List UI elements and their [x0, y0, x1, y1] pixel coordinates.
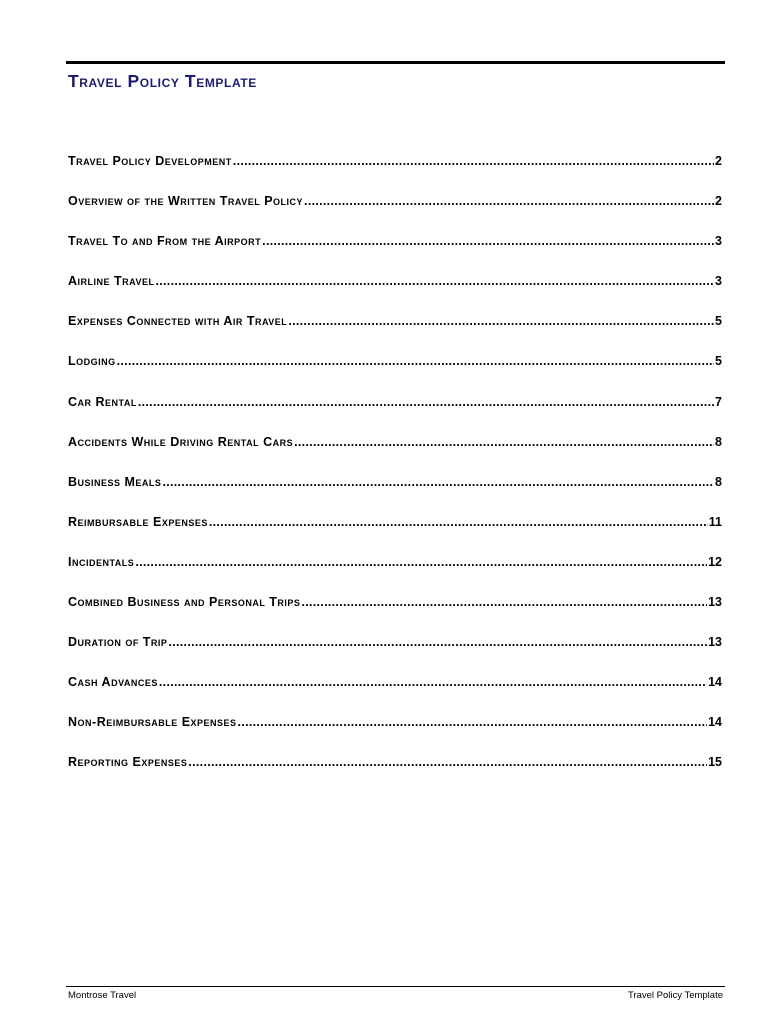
toc-entry[interactable]	[68, 634, 722, 674]
toc-dot-leader	[159, 674, 707, 690]
toc-entry[interactable]	[68, 714, 722, 754]
toc-entry[interactable]	[68, 273, 722, 313]
toc-dot-leader	[288, 313, 714, 329]
toc-page-number: 14	[708, 715, 722, 730]
toc-entry-title: Cash Advances	[68, 675, 158, 690]
toc-entry[interactable]	[68, 394, 722, 434]
toc-entry-title: Travel Policy Development	[68, 154, 232, 168]
toc-page-number: 3	[715, 274, 722, 289]
toc-entry[interactable]	[68, 193, 722, 233]
toc-page-number: 14	[708, 675, 722, 690]
footer-company-name: Montrose Travel	[68, 990, 137, 1001]
toc-entry-title: Car Rental	[68, 394, 137, 409]
footer-rule	[66, 986, 725, 987]
toc-dot-leader	[304, 193, 714, 209]
toc-page-number: 11	[708, 514, 722, 529]
footer-document-name: Travel Policy Template	[627, 990, 723, 1001]
toc-dot-leader	[294, 434, 714, 450]
toc-entry-title: Expenses Connected with Air Travel	[68, 314, 288, 329]
toc-entry-title: Business Meals	[68, 474, 162, 489]
toc-entry-title: Duration of Trip	[68, 635, 168, 650]
toc-dot-leader	[138, 394, 714, 410]
toc-entry-title: Accidents While Driving Rental Cars	[68, 434, 294, 449]
toc-dot-leader	[162, 474, 714, 490]
toc-dot-leader	[262, 233, 714, 249]
toc-page-number: 3	[715, 234, 722, 249]
toc-entry-title: Non-Reimbursable Expenses	[68, 715, 237, 730]
toc-dot-leader	[301, 594, 707, 610]
toc-entry[interactable]	[68, 353, 722, 393]
toc-dot-leader	[188, 754, 707, 770]
toc-entry[interactable]	[68, 313, 722, 353]
toc-dot-leader	[155, 273, 714, 289]
toc-page-number: 15	[708, 755, 722, 770]
header-rule	[66, 61, 725, 64]
toc-entry[interactable]	[68, 754, 722, 794]
toc-page-number: 5	[715, 354, 722, 369]
toc-page-number: 8	[715, 474, 722, 489]
toc-entry[interactable]	[68, 594, 722, 634]
table-of-contents	[68, 153, 722, 795]
toc-entry-title: Reporting Expenses	[68, 755, 188, 770]
toc-entry[interactable]	[68, 514, 722, 554]
toc-entry-title: Travel To and From the Airport	[68, 234, 262, 249]
toc-entry[interactable]	[68, 674, 722, 714]
toc-entry-title: Airline Travel	[68, 274, 155, 289]
toc-page-number: 8	[715, 434, 722, 449]
toc-entry[interactable]	[68, 554, 722, 594]
toc-entry[interactable]	[68, 153, 722, 193]
toc-dot-leader	[135, 554, 707, 570]
toc-entry-title: Lodging	[68, 354, 116, 369]
toc-page-number: 12	[708, 554, 722, 569]
toc-entry-title: Reimbursable Expenses	[68, 514, 208, 529]
toc-entry[interactable]	[68, 434, 722, 474]
toc-page-number: 2	[715, 194, 722, 209]
toc-page-number: 13	[708, 595, 722, 610]
toc-dot-leader	[168, 634, 707, 650]
toc-dot-leader	[238, 714, 708, 730]
toc-page-number: 13	[708, 635, 722, 650]
toc-page-number: 5	[715, 314, 722, 329]
document-title: Travel Policy Template	[68, 71, 257, 91]
toc-dot-leader	[209, 514, 708, 530]
toc-dot-leader	[233, 153, 714, 169]
toc-entry[interactable]	[68, 233, 722, 273]
toc-page-number: 2	[715, 154, 722, 168]
toc-entry-title: Combined Business and Personal Trips	[68, 595, 301, 610]
toc-entry-title: Incidentals	[68, 554, 135, 569]
toc-entry[interactable]	[68, 474, 722, 514]
toc-entry-title: Overview of the Written Travel Policy	[68, 194, 304, 209]
toc-dot-leader	[117, 353, 714, 369]
toc-page-number: 7	[715, 394, 722, 409]
